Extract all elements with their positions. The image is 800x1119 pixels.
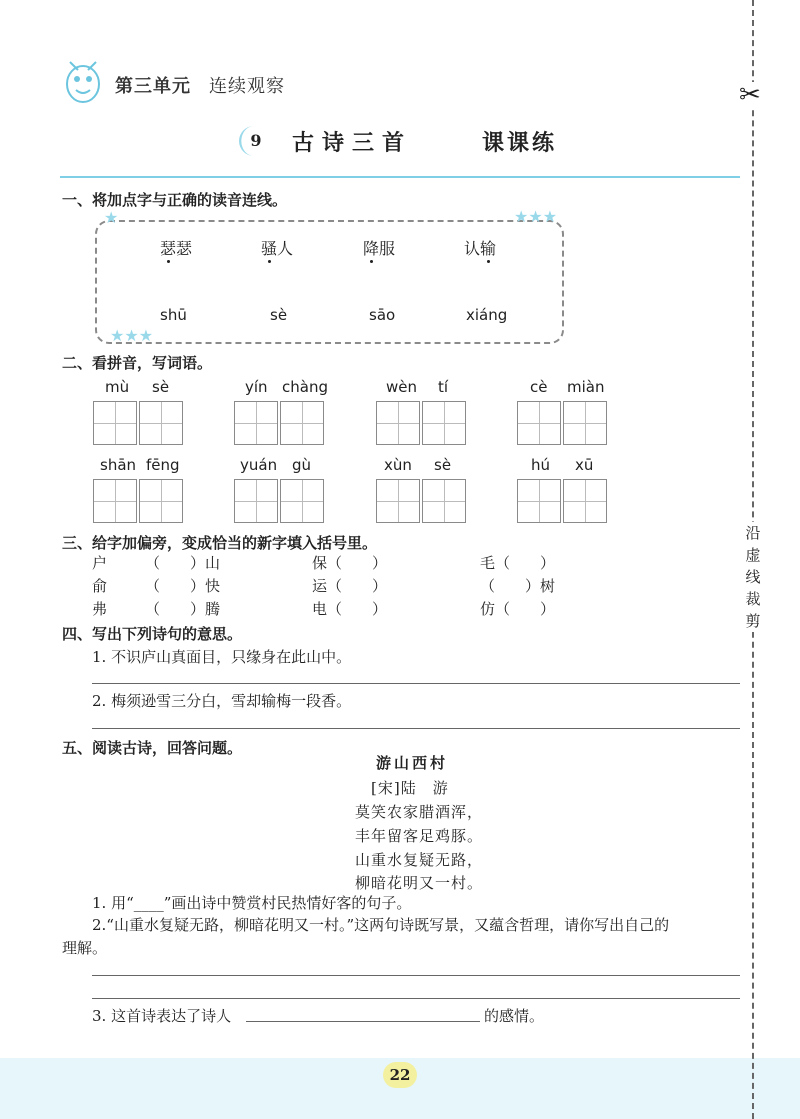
- pinyin-label: xū: [575, 456, 594, 474]
- emphasis-dot: [487, 260, 490, 263]
- question-text: 的感情。: [484, 1007, 545, 1025]
- emphasis-dot: [268, 260, 271, 263]
- pinyin-label: yuán: [240, 456, 278, 474]
- question-text: 2.“山重水复疑无路，柳暗花明又一村。”这两句诗既写景，又蕴含哲理，请你写出自己的: [92, 916, 670, 934]
- poem-author: [宋]陆 游: [371, 779, 449, 797]
- pinyin-label: shān: [100, 456, 137, 474]
- question-text: 2. 梅须逊雪三分白，雪却输梅一段香。: [92, 692, 352, 710]
- scissors-icon: ✂: [739, 80, 761, 110]
- writing-cell[interactable]: [139, 401, 183, 445]
- answer-line[interactable]: [92, 683, 740, 684]
- lesson-number: 9: [250, 131, 262, 150]
- mascot-icon: [58, 52, 108, 107]
- practice-label: 课课练: [482, 131, 558, 156]
- radical-base: 弗: [92, 600, 108, 618]
- fill-blank[interactable]: （ ）山: [145, 554, 221, 572]
- pinyin-label: sè: [152, 378, 170, 396]
- writing-cell[interactable]: [280, 401, 324, 445]
- word-item: 骚人: [261, 239, 294, 258]
- poem-line: 柳暗花明又一村。: [355, 874, 484, 892]
- section1-title: 一、将加点字与正确的读音连线。: [62, 191, 288, 209]
- pinyin-label: chàng: [282, 378, 328, 396]
- writing-cell[interactable]: [422, 401, 466, 445]
- stars-icon: ★★★: [110, 326, 154, 345]
- header-divider: [60, 176, 740, 178]
- pinyin-label: gù: [292, 456, 312, 474]
- section5-title: 五、阅读古诗，回答问题。: [62, 739, 243, 757]
- pinyin-label: hú: [531, 456, 551, 474]
- pinyin-label: fēng: [146, 456, 180, 474]
- writing-cell[interactable]: [422, 479, 466, 523]
- writing-cell[interactable]: [234, 401, 278, 445]
- fill-blank[interactable]: 电（ ）: [312, 600, 388, 618]
- word-item: 认输: [464, 239, 497, 258]
- writing-cell[interactable]: [376, 479, 420, 523]
- cut-label: 沿虚线裁剪: [745, 524, 761, 630]
- fill-blank[interactable]: （ ）快: [145, 577, 221, 595]
- fill-blank[interactable]: （ ）树: [480, 577, 556, 595]
- pinyin-label: wèn: [386, 378, 418, 396]
- pinyin-option: sè: [270, 306, 288, 324]
- writing-cell[interactable]: [517, 401, 561, 445]
- section3-title: 三、给字加偏旁，变成恰当的新字填入括号里。: [62, 534, 378, 552]
- question-text: 1. 不识庐山真面目，只缘身在此山中。: [92, 648, 352, 666]
- writing-cell[interactable]: [563, 479, 607, 523]
- question-text: 3. 这首诗表达了诗人: [92, 1007, 232, 1025]
- writing-cell[interactable]: [93, 401, 137, 445]
- writing-cell[interactable]: [139, 479, 183, 523]
- emphasis-dot: [370, 260, 373, 263]
- pinyin-label: yín: [245, 378, 268, 396]
- writing-cell[interactable]: [563, 401, 607, 445]
- unit-name: 连续观察: [209, 76, 285, 97]
- emphasis-dot: [167, 260, 170, 263]
- unit-label: 第三单元: [115, 76, 191, 97]
- writing-cell[interactable]: [280, 479, 324, 523]
- pinyin-label: mù: [105, 378, 130, 396]
- section2-title: 二、看拼音，写词语。: [62, 354, 213, 372]
- unit-title: [115, 72, 285, 98]
- writing-cell[interactable]: [93, 479, 137, 523]
- pinyin-label: miàn: [567, 378, 605, 396]
- poem-line: 丰年留客足鸡豚。: [355, 827, 484, 845]
- pinyin-label: sè: [434, 456, 452, 474]
- fill-blank[interactable]: 毛（ ）: [480, 554, 556, 572]
- answer-line[interactable]: [92, 975, 740, 976]
- writing-cell[interactable]: [517, 479, 561, 523]
- word-item: 瑟瑟: [160, 239, 193, 258]
- writing-cell[interactable]: [376, 401, 420, 445]
- question-text: 1. 用“____”画出诗中赞赏村民热情好客的句子。: [92, 894, 412, 912]
- lesson-title: 古诗三首: [292, 130, 413, 156]
- poem-line: 山重水复疑无路，: [355, 851, 484, 869]
- answer-line[interactable]: [92, 998, 740, 999]
- pinyin-label: cè: [530, 378, 548, 396]
- page-number: 22: [383, 1062, 417, 1088]
- answer-blank[interactable]: [246, 1021, 480, 1022]
- radical-base: 俞: [92, 577, 108, 595]
- radical-base: 户: [92, 554, 108, 572]
- poem-line: 莫笑农家腊酒浑，: [355, 803, 484, 821]
- pinyin-option: shū: [160, 306, 187, 324]
- section4-title: 四、写出下列诗句的意思。: [62, 625, 243, 643]
- writing-cell[interactable]: [234, 479, 278, 523]
- fill-blank[interactable]: 运（ ）: [312, 577, 388, 595]
- question-text: 理解。: [62, 939, 108, 957]
- pinyin-option: xiáng: [466, 306, 508, 324]
- fill-blank[interactable]: 仿（ ）: [480, 600, 556, 618]
- fill-blank[interactable]: （ ）腾: [145, 600, 221, 618]
- stars-icon: ★: [104, 208, 119, 227]
- fill-blank[interactable]: 保（ ）: [312, 554, 388, 572]
- word-item: 降服: [363, 239, 396, 258]
- pinyin-option: sāo: [369, 306, 396, 324]
- stars-icon: ★★★: [514, 207, 558, 226]
- pinyin-label: tí: [438, 378, 449, 396]
- poem-title: 游山西村: [376, 754, 449, 772]
- answer-line[interactable]: [92, 728, 740, 729]
- pinyin-label: xùn: [384, 456, 412, 474]
